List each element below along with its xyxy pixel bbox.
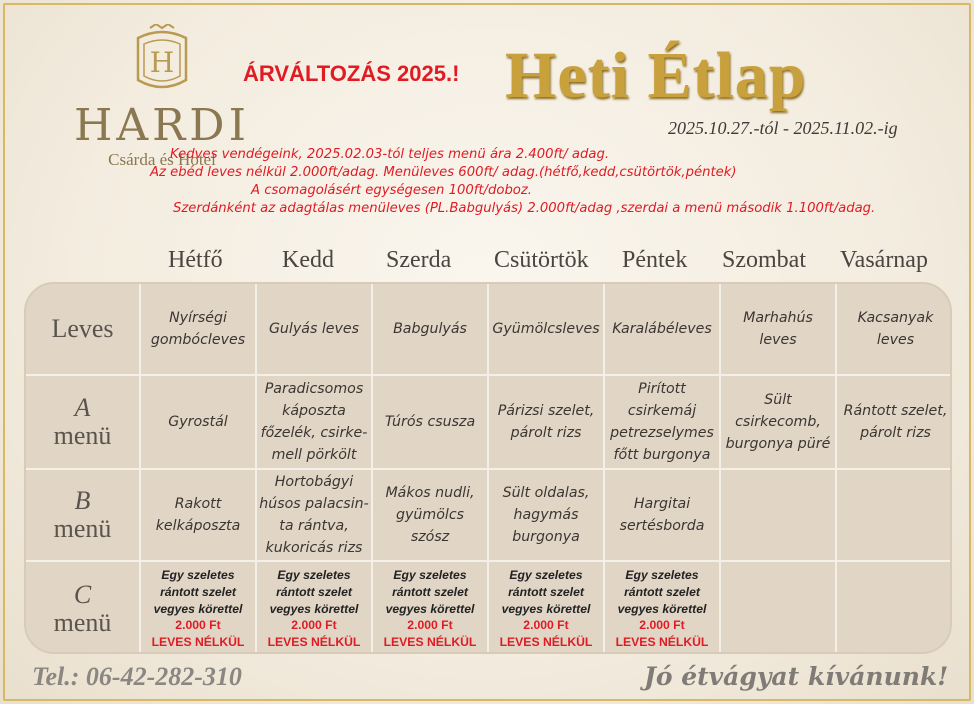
price-change-notice: ÁRVÁLTOZÁS 2025.! [243, 61, 460, 86]
menu-cell [837, 470, 952, 562]
empty-cell [837, 562, 952, 654]
c-menu-cell: Egy szeletes rántott szelet vegyes körettel 2.000 Ft LEVES NÉLKÜL [605, 562, 721, 654]
menu-cell: Mákos nudli, gyümölcs szósz [373, 470, 489, 562]
note-line: A csomagolásért egységesen 100ft/doboz. [251, 183, 532, 198]
date-range: 2025.10.27.-tól - 2025.11.02.-ig [668, 118, 898, 138]
menu-cell: Marhahús leves [721, 284, 837, 376]
hardi-logo [62, 18, 262, 169]
page-title: Heti Étlap [505, 39, 807, 112]
menu-cell: Kacsanyak leves [837, 284, 952, 376]
day-thursday: Csütörtök [494, 247, 589, 273]
day-friday: Péntek [622, 247, 688, 273]
day-tuesday: Kedd [282, 247, 334, 273]
c-menu-cell: Egy szeletes rántott szelet vegyes körettel 2.000 Ft LEVES NÉLKÜL [489, 562, 605, 654]
day-wednesday: Szerda [386, 247, 452, 273]
menu-cell: Túrós csusza [373, 376, 489, 470]
c-menu-cell: Egy szeletes rántott szelet vegyes körettel 2.000 Ft LEVES NÉLKÜL [141, 562, 257, 654]
note-line: Kedves vendégeink, 2025.02.03-tól teljes menü ára 2.400ft/ adag. [170, 147, 610, 162]
menu-cell: Gulyás leves [257, 284, 373, 376]
menu-cell: Hargitai sertésborda [605, 470, 721, 562]
menu-cell: Nyírségi gombócleves [141, 284, 257, 376]
menu-cell: Babgulyás [373, 284, 489, 376]
menu-table [24, 282, 952, 654]
menu-cell: Sült csirkecomb, burgonya püré [721, 376, 837, 470]
c-menu-cell: Egy szeletes rántott szelet vegyes körettel 2.000 Ft LEVES NÉLKÜL [373, 562, 489, 654]
row-label-c: C menü [26, 562, 141, 654]
brand-name: HARDI [74, 100, 250, 151]
empty-cell [721, 562, 837, 654]
note-line: Szerdánként az adagtálas menüleves (PL.Babgulyás) 2.000ft/adag ,szerdai a menü második 1.100ft/adag. [173, 201, 876, 216]
menu-cell: Gyrostál [141, 376, 257, 470]
row-label-b: B menü [26, 470, 141, 562]
bon-appetit: Jó étvágyat kívánunk! [644, 662, 949, 691]
menu-cell: Rakott kelkáposzta [141, 470, 257, 562]
note-line: Az ebéd leves nélkül 2.000ft/adag. Menüleves 600ft/ adag.(hétfő,kedd,csütörtök,péntek) [150, 165, 737, 180]
menu-cell: Paradicsomos káposzta főzelék, csirke-mell pörkölt [257, 376, 373, 470]
menu-cell: Hortobágyi húsos palacsin-ta rántva, kukoricás rizs [257, 470, 373, 562]
brand-subtitle: Csárda és Hotel [108, 150, 216, 169]
menu-cell [721, 470, 837, 562]
menu-cell: Párizsi szelet, párolt rizs [489, 376, 605, 470]
menu-cell: Pirított csirkemáj petrezselymes főtt burgonya [605, 376, 721, 470]
row-label-leves: Leves [26, 284, 141, 376]
crest-letter: H [149, 46, 175, 79]
day-monday: Hétfő [168, 247, 223, 273]
row-label-a: A menü [26, 376, 141, 470]
crest-icon [130, 24, 194, 96]
phone-number: Tel.: 06-42-282-310 [32, 662, 242, 691]
menu-cell: Gyümölcsleves [489, 284, 605, 376]
menu-cell: Sült oldalas, hagymás burgonya [489, 470, 605, 562]
day-saturday: Szombat [722, 247, 806, 273]
c-menu-cell: Egy szeletes rántott szelet vegyes körettel 2.000 Ft LEVES NÉLKÜL [257, 562, 373, 654]
menu-cell: Karalábéleves [605, 284, 721, 376]
menu-cell: Rántott szelet, párolt rizs [837, 376, 952, 470]
day-sunday: Vasárnap [840, 247, 928, 273]
